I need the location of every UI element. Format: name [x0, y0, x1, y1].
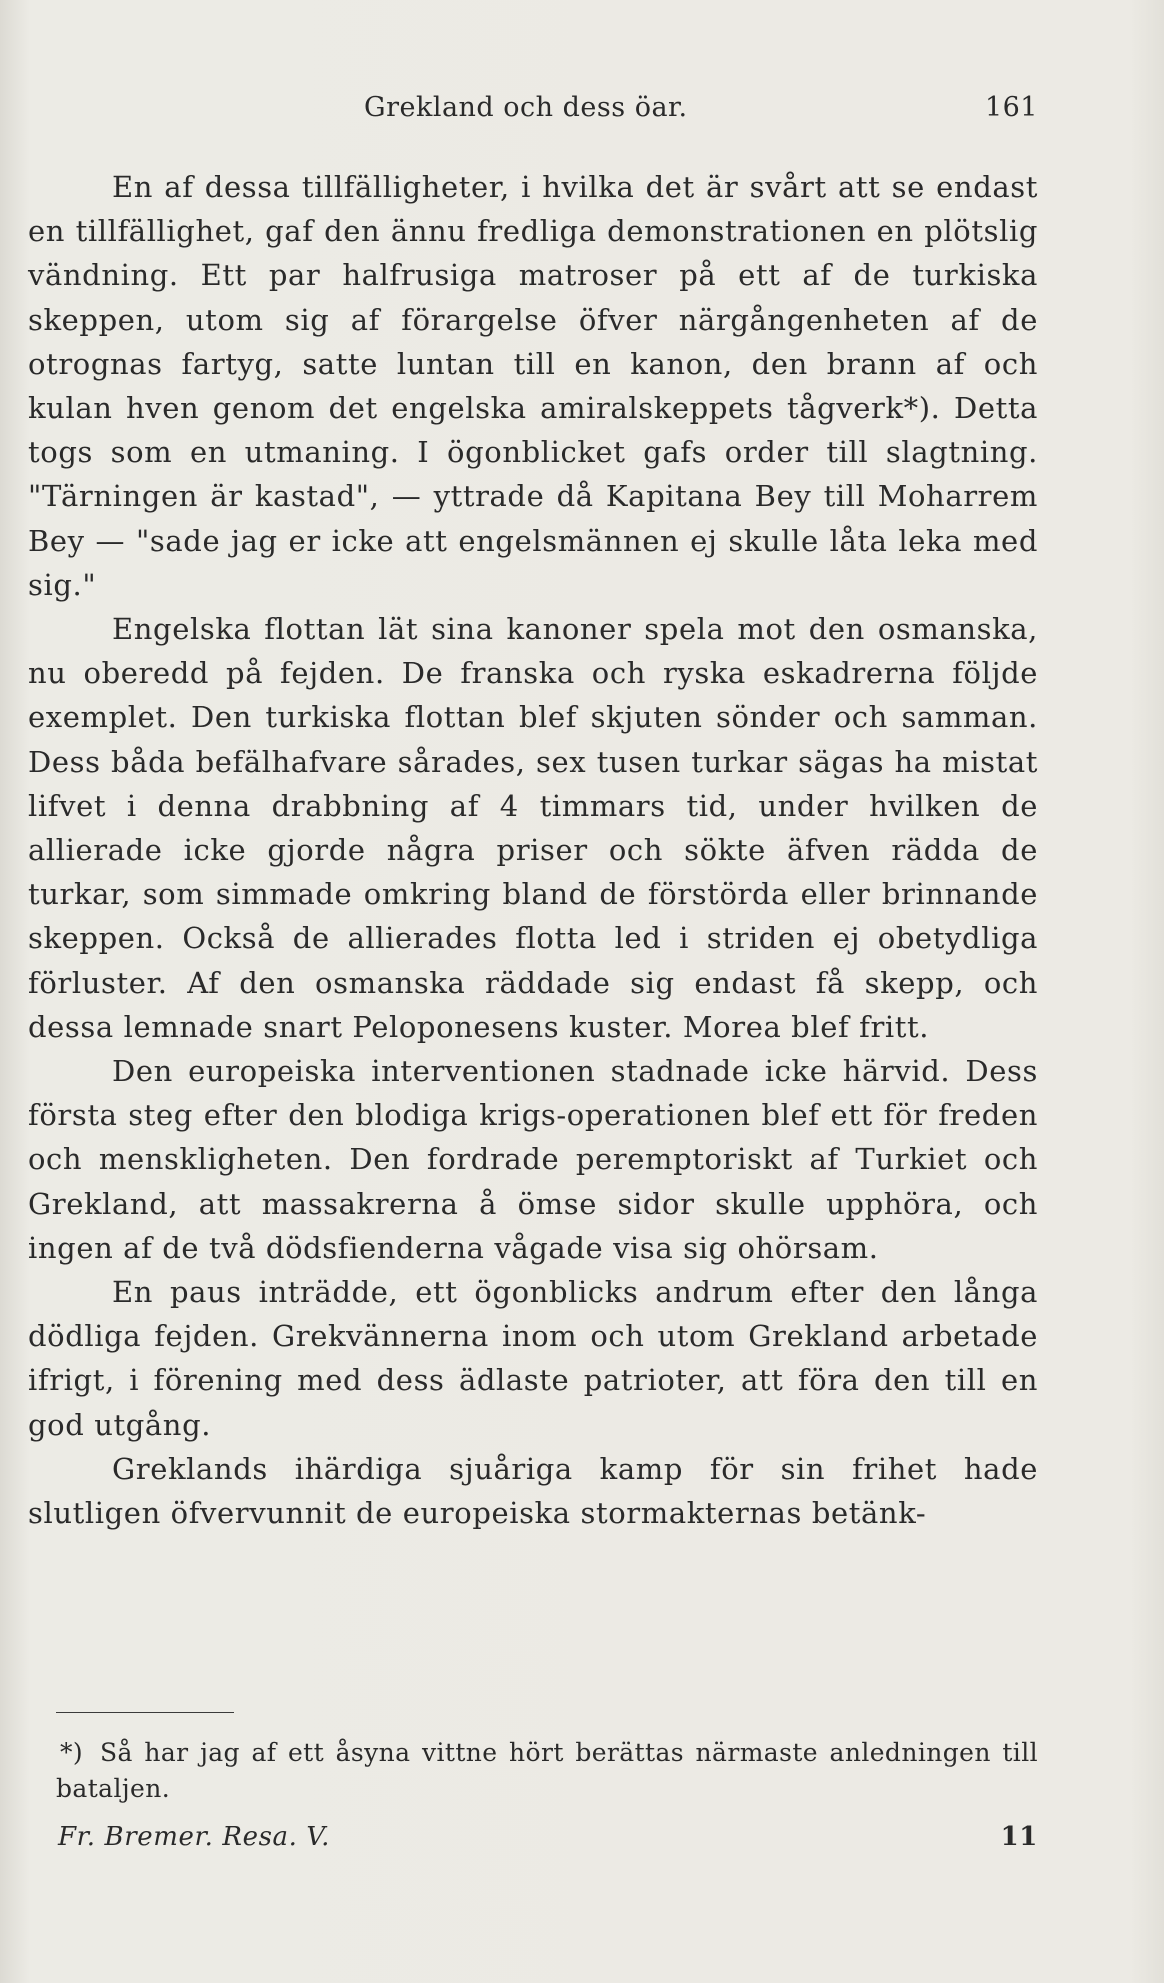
signature-text: Fr. Bremer. Resa. V. — [58, 1822, 331, 1852]
paragraph: En paus inträdde, ett ögonblicks andrum efter den långa dödliga fejden. Grekvännerna inom och utom Grekland arbetade ifrigt, i förening med dess ädlaste patrioter, att föra den till en god utgång. — [28, 1275, 1038, 1442]
signature-mark: 11 — [1000, 1822, 1038, 1852]
paragraph: En af dessa tillfälligheter, i hvilka det är svårt att se endast en tillfällighet, gaf den ännu fredliga demonstrationen en plötslig vändning. Ett par halfrusiga matroser på ett af de turkiska skeppen, utom sig af förargelse öfver närgångenheten af de otrognas fartyg, satte luntan till en kanon, den brann af och kulan hven genom det engelska amiralskeppets tågverk*). Detta togs som en utmaning. I ögonblicket gafs order till slagtning. "Tärningen är kastad", — yttrade då Kapitana Bey till Moharrem Bey — "sade jag er icke att engelsmännen ej skulle låta leka med sig." — [28, 170, 1038, 602]
footnote-rule — [56, 1712, 234, 1713]
running-title: Grekland och dess öar. — [364, 92, 688, 123]
paragraph: Den europeiska interventionen stadnade icke härvid. Dess första steg efter den blodiga krigs-operationen blef ett för freden och menskligheten. Den fordrade peremptoriskt af Turkiet och Grekland, att massakrerna å ömse sidor skulle upphöra, och ingen af de två dödsfienderna vågade visa sig ohörsam. — [28, 1054, 1038, 1265]
footnote-marker: *) — [60, 1738, 84, 1767]
paragraph: Engelska flottan lät sina kanoner spela mot den osmanska, nu oberedd på fejden. De franska och ryska eskadrerna följde exemplet. Den turkiska flottan blef skjuten sönder och samman. Dess båda befälhafvare sårades, sex tusen turkar sägas ha mistat lifvet i denna drabbning af 4 timmars tid, under hvilken de allierade icke gjorde några priser och sökte äfven rädda de turkar, som simmade omkring bland de förstörda eller brinnande skeppen. Också de allierades flotta led i striden ej obetydliga förluster. Af den osmanska räddade sig endast få skepp, och dessa lemnade snart Peloponesens kuster. Morea blef fritt. — [28, 612, 1038, 1044]
footnote — [56, 1735, 1038, 1807]
page-number: 161 — [984, 92, 1038, 123]
body-text — [28, 165, 1038, 1535]
footnote-text: Så har jag af ett åsyna vittne hört berättas närmaste anledningen till bataljen. — [56, 1738, 1038, 1803]
paragraph: Greklands ihärdiga sjuåriga kamp för sin frihet hade slutligen öfvervunnit de europeiska stormakternas betänk- — [28, 1451, 1038, 1531]
